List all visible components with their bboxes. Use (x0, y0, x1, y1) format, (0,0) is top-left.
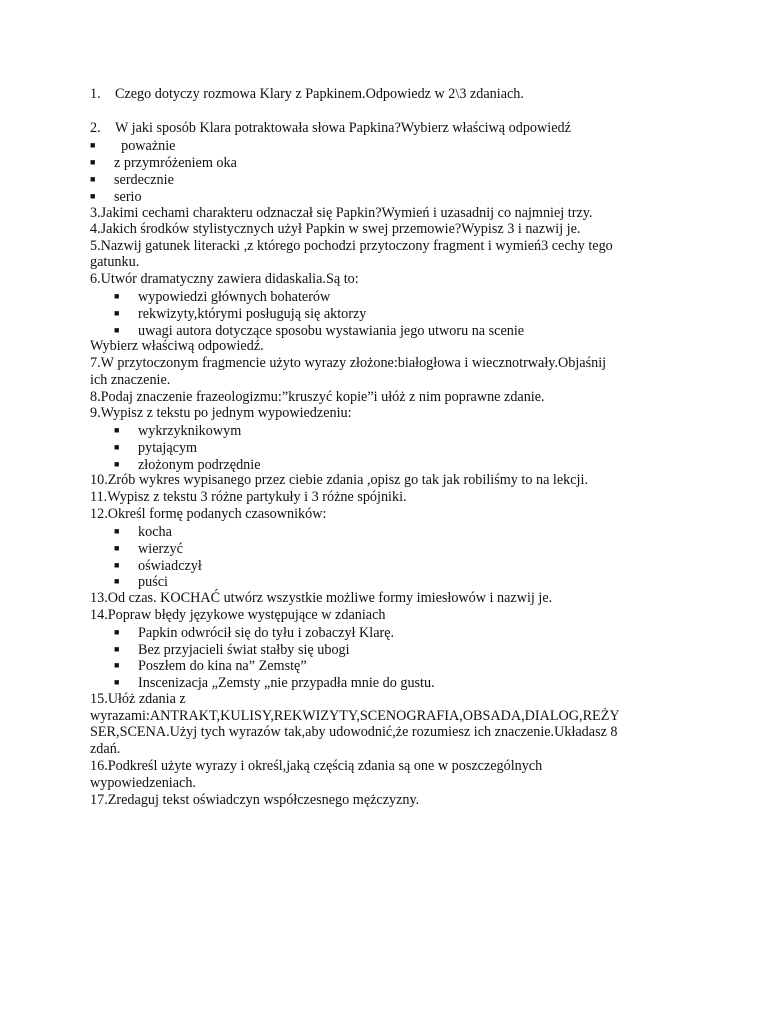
question-7-continued: ich znaczenie. (90, 372, 171, 388)
question-10: 10.Zrób wykres wypisanego przez ciebie zdania ,opisz go tak jak robiliśmy to na lekcji. (90, 472, 588, 488)
list-item: ■ kocha (114, 524, 172, 540)
list-item: ■ Poszłem do kina na” Zemstę” (114, 658, 307, 674)
question-7: 7.W przytoczonym fragmencie użyto wyrazy złożone:białogłowa i wiecznotrwały.Objaśnij (90, 355, 607, 371)
bullet-icon: ■ (90, 191, 96, 201)
list-item: ■ z przymróżeniem oka (90, 155, 237, 171)
list-item: ■ wierzyć (114, 541, 183, 557)
list-item: ■ wykrzyknikowym (114, 423, 242, 439)
question-16: 16.Podkreśl użyte wyrazy i określ,jaką częścią zdania są one w poszczególnych (90, 758, 543, 774)
list-item: ■ serdecznie (90, 172, 174, 188)
bullet-icon: ■ (90, 157, 96, 167)
question-12: 12.Określ formę podanych czasowników: (90, 506, 327, 522)
list-item: ■ poważnie (90, 138, 176, 154)
question-13: 13.Od czas. KOCHAĆ utwórz wszystkie możliwe formy imiesłowów i nazwij je. (90, 590, 553, 606)
question-15-continued: SER,SCENA.Użyj tych wyrazów tak,aby udowodnić,że rozumiesz ich znaczenie.Układasz 8 (90, 724, 618, 740)
question-3: 3.Jakimi cechami charakteru odznaczał się Papkin?Wymień i uzasadnij co najmniej trzy. (90, 205, 593, 221)
bullet-icon: ■ (114, 660, 120, 670)
list-item: ■ Bez przyjacieli świat stałby się ubogi (114, 642, 350, 658)
bullet-icon: ■ (114, 308, 120, 318)
list-item: ■ pytającym (114, 440, 198, 456)
question-text: Czego dotyczy rozmowa Klary z Papkinem.Odpowiedz w 2\3 zdaniach. (115, 86, 524, 102)
bullet-icon: ■ (114, 442, 120, 452)
question-15-continued: zdań. (90, 741, 121, 757)
question-6: 6.Utwór dramatyczny zawiera didaskalia.Są to: (90, 271, 359, 287)
question-text: W jaki sposób Klara potraktowała słowa Papkina?Wybierz właściwą odpowiedź (115, 120, 571, 136)
question-2 (90, 120, 571, 137)
bullet-icon: ■ (114, 425, 120, 435)
bullet-icon: ■ (114, 560, 120, 570)
list-item: ■ wypowiedzi głównych bohaterów (114, 289, 331, 305)
question-9: 9.Wypisz z tekstu po jednym wypowiedzeniu: (90, 405, 352, 421)
question-6-instruction: Wybierz właściwą odpowiedź. (90, 338, 264, 354)
question-14: 14.Popraw błędy językowe występujące w zdaniach (90, 607, 386, 623)
list-item: ■ oświadczył (114, 558, 202, 574)
bullet-icon: ■ (114, 543, 120, 553)
question-number: 2. (90, 120, 101, 136)
question-1 (90, 86, 524, 103)
question-17: 17.Zredaguj tekst oświadczyn współczesnego mężczyzny. (90, 792, 420, 808)
question-16-continued: wypowiedzeniach. (90, 775, 196, 791)
question-5: 5.Nazwij gatunek literacki ,z którego pochodzi przytoczony fragment i wymień3 cechy tego (90, 238, 613, 254)
list-item: ■ uwagi autora dotyczące sposobu wystawiania jego utworu na scenie (114, 323, 525, 339)
bullet-icon: ■ (90, 140, 96, 150)
question-5-continued: gatunku. (90, 254, 140, 270)
bullet-icon: ■ (114, 576, 120, 586)
bullet-icon: ■ (114, 677, 120, 687)
list-item: ■ Papkin odwrócił się do tyłu i zobaczył Klarę. (114, 625, 395, 641)
bullet-icon: ■ (114, 526, 120, 536)
bullet-icon: ■ (114, 627, 120, 637)
list-item: ■ serio (90, 189, 142, 205)
bullet-icon: ■ (114, 291, 120, 301)
list-item: ■ złożonym podrzędnie (114, 457, 261, 473)
list-item: ■ rekwizyty,którymi posługują się aktorzy (114, 306, 367, 322)
list-item: ■ puści (114, 574, 168, 590)
bullet-icon: ■ (114, 644, 120, 654)
question-15-continued: wyrazami:ANTRAKT,KULISY,REKWIZYTY,SCENOGRAFIA,OBSADA,DIALOG,REŻY (90, 708, 620, 724)
question-4: 4.Jakich środków stylistycznych użył Papkin w swej przemowie?Wypisz 3 i nazwij je. (90, 221, 581, 237)
bullet-icon: ■ (90, 174, 96, 184)
question-11: 11.Wypisz z tekstu 3 różne partykuły i 3 różne spójniki. (90, 489, 407, 505)
bullet-icon: ■ (114, 325, 120, 335)
question-15: 15.Ułóż zdania z (90, 691, 186, 707)
question-8: 8.Podaj znaczenie frazeologizmu:”kruszyć kopie”i ułóż z nim poprawne zdanie. (90, 389, 545, 405)
bullet-icon: ■ (114, 459, 120, 469)
question-number: 1. (90, 86, 101, 102)
list-item: ■ Inscenizacja „Zemsty „nie przypadła mnie do gustu. (114, 675, 435, 691)
